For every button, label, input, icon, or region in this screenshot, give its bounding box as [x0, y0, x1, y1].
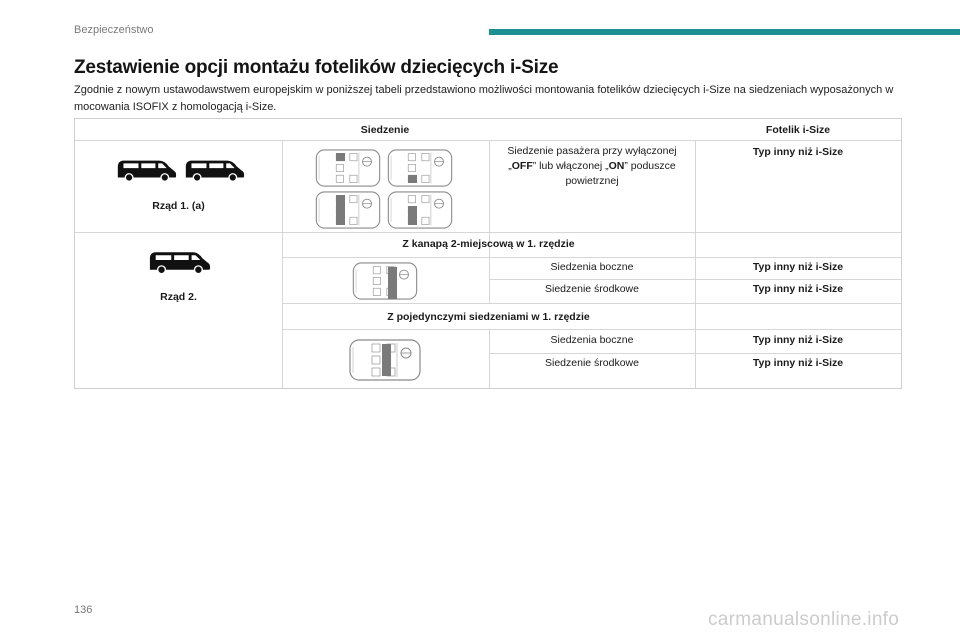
- result-value: Typ inny niż i-Size: [752, 283, 844, 295]
- position-label: Siedzenie środkowe: [545, 357, 639, 369]
- section-label: Bezpieczeństwo: [74, 24, 154, 36]
- position-label: Siedzenia boczne: [550, 334, 634, 346]
- position-label: Siedzenie środkowe: [545, 283, 639, 295]
- header-accent-bar: [489, 29, 960, 35]
- position-label: Siedzenia boczne: [550, 261, 634, 273]
- van-side-icon: [183, 157, 245, 183]
- seat-plan-icon: [315, 149, 381, 187]
- table-divider: [75, 140, 901, 141]
- group2-title: Z pojedynczymi siedzeniami w 1. rzędzie: [387, 311, 590, 323]
- seat-plan-icon: [315, 191, 381, 229]
- header-seat: Siedzenie: [360, 124, 410, 136]
- isize-compatibility-table: [74, 118, 902, 389]
- row2-label: Rząd 2.: [160, 291, 197, 303]
- row1-description: Siedzenie pasażera przy wyłączonej „OFF” lub włączonej „ON” poduszce powietrznej: [507, 145, 677, 187]
- result-value: Typ inny niż i-Size: [752, 261, 844, 273]
- header-child-seat: Fotelik i-Size: [765, 124, 831, 136]
- result-value: Typ inny niż i-Size: [752, 334, 844, 346]
- row1-result: Typ inny niż i-Size: [752, 146, 844, 158]
- seat-plan-icon: [345, 339, 425, 381]
- page-number: 136: [74, 604, 93, 616]
- table-divider: [282, 303, 901, 304]
- table-divider: [282, 140, 283, 388]
- table-divider: [282, 329, 901, 330]
- seat-plan-icon: [387, 191, 453, 229]
- seat-plan-icon: [351, 262, 419, 300]
- van-side-icon: [147, 249, 211, 275]
- seat-plan-icon: [387, 149, 453, 187]
- van-side-icon: [115, 157, 177, 183]
- watermark: carmanualsonline.info: [708, 609, 900, 630]
- intro-paragraph: Zgodnie z nowym ustawodawstwem europejskim w poniższej tabeli przedstawiono możliwości montowania fotelików dziecięcych i-Size na siedzeniach wyposażonych w mocowania ISOFIX z homologacją i-Size.: [74, 84, 894, 113]
- table-divider: [282, 257, 901, 258]
- page-title: Zestawienie opcji montażu fotelików dziecięcych i-Size: [74, 57, 559, 78]
- group1-title: Z kanapą 2-miejscową w 1. rzędzie: [402, 238, 575, 250]
- table-divider: [75, 232, 901, 233]
- result-value: Typ inny niż i-Size: [752, 357, 844, 369]
- row1-label: Rząd 1. (a): [152, 200, 205, 212]
